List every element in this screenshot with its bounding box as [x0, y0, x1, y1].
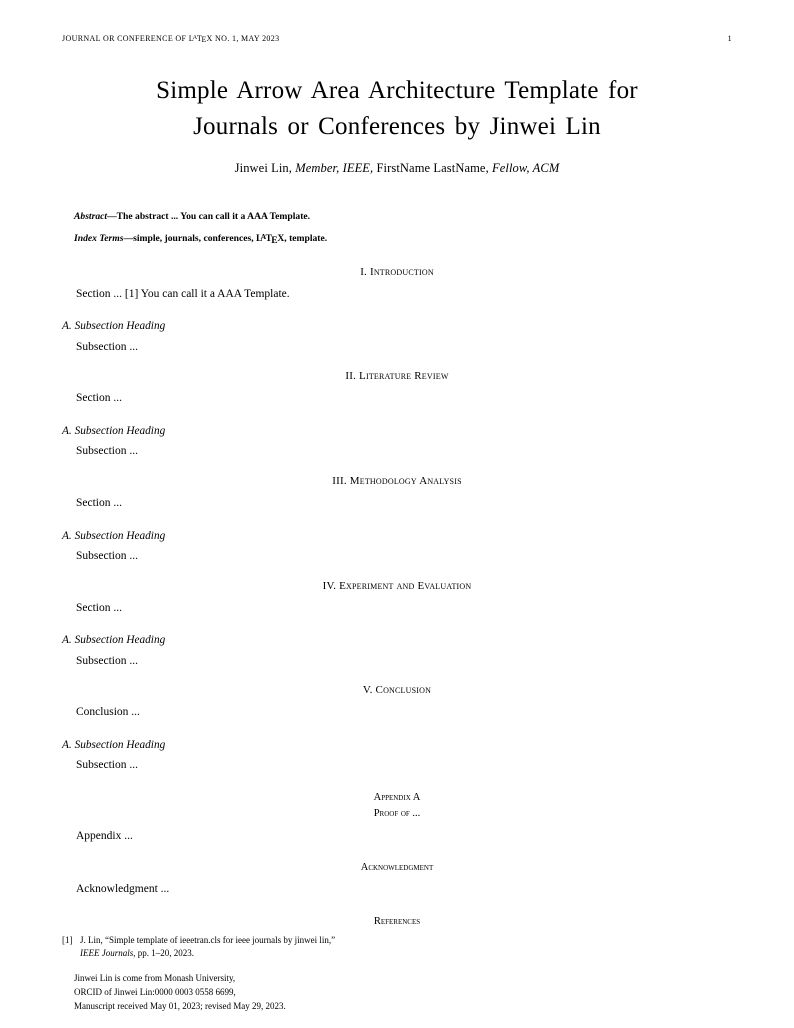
- subsection-number: A.: [62, 529, 72, 542]
- reference-number: [1]: [62, 935, 73, 946]
- reference-tail: , pp. 1–20, 2023.: [133, 948, 194, 959]
- section-number: III.: [332, 475, 347, 488]
- subsection-paragraph: Subsection ...: [76, 340, 138, 353]
- reference-journal: IEEE Journals: [80, 948, 134, 959]
- section-number: II.: [345, 370, 357, 383]
- latex-logo-icon-2: $L^ATEX$: [256, 232, 285, 247]
- running-head: [62, 34, 732, 43]
- section-title: Methodology Analysis: [349, 475, 462, 488]
- reference-text: [80, 934, 732, 960]
- subsection-title: Subsection Heading: [74, 320, 166, 333]
- author-name-1: Jinwei Lin,: [234, 161, 293, 175]
- section-title: Conclusion: [375, 684, 432, 697]
- running-head-left: [62, 34, 279, 43]
- footnote-block: [62, 972, 732, 1014]
- section-title: Introduction: [369, 265, 434, 278]
- appendix-paragraph: Appendix ...: [76, 829, 133, 842]
- reference-main: J. Lin, “Simple template of ieeetran.cls for ieee journals by jinwei lin,”: [80, 935, 336, 946]
- subsection-number: A.: [62, 739, 72, 752]
- subsection-number: A.: [62, 425, 72, 438]
- reference-item: [62, 934, 732, 960]
- abstract-label: Abstract: [74, 211, 108, 222]
- author-role-2: Fellow, ACM: [492, 161, 560, 175]
- section-number: V.: [362, 684, 373, 697]
- paper-body: [62, 265, 732, 1014]
- index-terms-label: Index Terms: [74, 233, 124, 245]
- subsection-title: Subsection Heading: [74, 425, 166, 438]
- index-terms-text-a: simple, journals, conferences,: [133, 233, 257, 245]
- subsection-title: Subsection Heading: [74, 634, 166, 647]
- section-heading: [62, 474, 732, 490]
- running-head-suffix: NO. 1, MAY 2023: [212, 34, 280, 43]
- subsection-number: A.: [62, 320, 72, 333]
- section-heading: [62, 683, 732, 699]
- section-heading: [62, 369, 732, 385]
- section-heading: [62, 265, 732, 281]
- author-list: [62, 161, 732, 176]
- index-terms-paragraph: [74, 232, 392, 246]
- section-paragraph: Section ...: [76, 392, 122, 405]
- subsection-heading: [62, 528, 732, 544]
- subsection-heading: [62, 423, 732, 439]
- section-heading: [62, 579, 732, 595]
- page-title: [62, 73, 732, 144]
- author-name-2: FirstName LastName,: [376, 161, 489, 175]
- references-heading: References: [373, 916, 421, 928]
- acknowledgment-paragraph: Acknowledgment ...: [76, 883, 170, 896]
- acknowledgment-heading: Acknowledgment: [360, 862, 434, 874]
- section-paragraph: Section ... [1] You can call it a AAA Template.: [76, 287, 290, 300]
- author-role-1: Member, IEEE,: [295, 161, 374, 175]
- subsection-paragraph: Subsection ...: [76, 654, 138, 667]
- appendix-heading: Appendix A: [373, 792, 421, 804]
- subsection-title: Subsection Heading: [74, 739, 166, 752]
- section-title: Literature Review: [359, 370, 449, 383]
- section-paragraph: Conclusion ...: [76, 706, 140, 719]
- section-paragraph: Section ...: [76, 601, 122, 614]
- footnote-line-3: Manuscript received May 01, 2023; revised May 29, 2023.: [74, 1000, 286, 1011]
- section-number: I.: [360, 265, 368, 278]
- abstract-paragraph: [74, 210, 392, 224]
- subsection-heading: [62, 318, 732, 334]
- subsection-heading: [62, 737, 732, 753]
- subsection-paragraph: Subsection ...: [76, 759, 138, 772]
- index-terms-dash: —: [123, 233, 134, 245]
- subsection-number: A.: [62, 634, 72, 647]
- subsection-title: Subsection Heading: [74, 529, 166, 542]
- latex-logo-icon: $L^ATEX$: [188, 34, 213, 45]
- subsection-heading: [62, 632, 732, 648]
- abstract-block: [62, 210, 732, 247]
- page-number: 1: [727, 34, 732, 43]
- abstract-dash: —: [107, 211, 117, 222]
- index-terms-text-b: , template.: [284, 233, 328, 245]
- subsection-paragraph: Subsection ...: [76, 445, 138, 458]
- title-line-2: Journals or Conferences by Jinwei Lin: [193, 112, 601, 140]
- section-number: IV.: [322, 579, 337, 592]
- subsection-paragraph: Subsection ...: [76, 550, 138, 563]
- section-paragraph: Section ...: [76, 497, 122, 510]
- footnote-line-2: ORCID of Jinwei Lin:0000 0003 0558 6699,: [74, 986, 236, 997]
- abstract-text: The abstract ... You can call it a AAA Template.: [116, 211, 311, 222]
- appendix-subheading: Proof of ...: [373, 808, 421, 820]
- title-line-1: Simple Arrow Area Architecture Template for: [156, 77, 638, 104]
- running-head-prefix: JOURNAL OR CONFERENCE OF: [62, 34, 189, 43]
- section-title: Experiment and Evaluation: [339, 579, 472, 592]
- footnote-line-1: Jinwei Lin is come from Monash University,: [74, 972, 236, 983]
